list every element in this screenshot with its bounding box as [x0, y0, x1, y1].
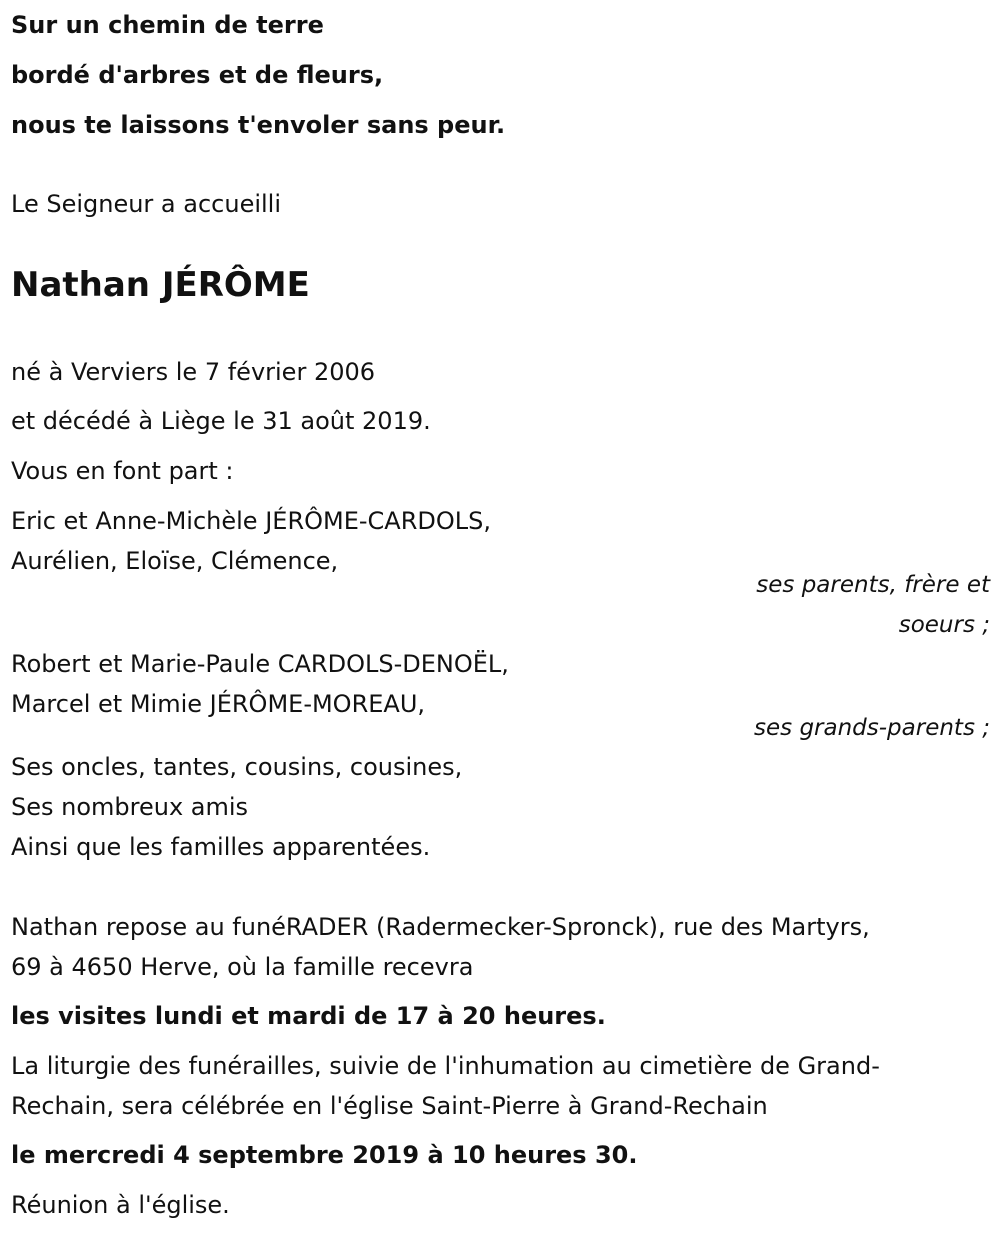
visits-text: les visites lundi et mardi de 17 à 20 heures.: [11, 1002, 606, 1030]
death-text: et décédé à Liège le 31 août 2019.: [11, 407, 431, 435]
announce-text: Vous en font part :: [11, 457, 234, 485]
grandparents-line-1: Robert et Marie-Paule CARDOLS-DENOËL,: [11, 650, 509, 678]
deceased-name: Nathan JÉRÔME: [11, 265, 310, 305]
parents-role-line-1: ses parents, frère et: [756, 572, 990, 598]
parents-role-line-2: soeurs ;: [898, 612, 990, 638]
parents-line-2: Aurélien, Eloïse, Clémence,: [11, 547, 339, 575]
birth-text: né à Verviers le 7 février 2006: [11, 358, 376, 386]
liturgy-line-2: Rechain, sera célébrée en l'église Saint-Pierre à Grand-Rechain: [11, 1092, 768, 1120]
poem-line-1: Sur un chemin de terre: [11, 11, 324, 39]
rest-line-1: Nathan repose au funéRADER (Radermecker-Spronck), rue des Martyrs,: [11, 913, 870, 941]
others-line-1: Ses oncles, tantes, cousins, cousines,: [11, 753, 463, 781]
grandparents-role: ses grands-parents ;: [754, 715, 990, 741]
meeting-text: Réunion à l'église.: [11, 1191, 230, 1219]
others-line-3: Ainsi que les familles apparentées.: [11, 833, 431, 861]
parents-line-1: Eric et Anne-Michèle JÉRÔME-CARDOLS,: [11, 507, 491, 535]
others-line-2: Ses nombreux amis: [11, 793, 249, 821]
liturgy-line-1: La liturgie des funérailles, suivie de l'inhumation au cimetière de Grand-: [11, 1052, 880, 1080]
intro-text: Le Seigneur a accueilli: [11, 190, 282, 218]
grandparents-line-2: Marcel et Mimie JÉRÔME-MOREAU,: [11, 690, 426, 718]
liturgy-date: le mercredi 4 septembre 2019 à 10 heures 30.: [11, 1141, 638, 1169]
poem-line-3: nous te laissons t'envoler sans peur.: [11, 111, 506, 139]
rest-line-2: 69 à 4650 Herve, où la famille recevra: [11, 953, 474, 981]
poem-line-2: bordé d'arbres et de fleurs,: [11, 61, 384, 89]
